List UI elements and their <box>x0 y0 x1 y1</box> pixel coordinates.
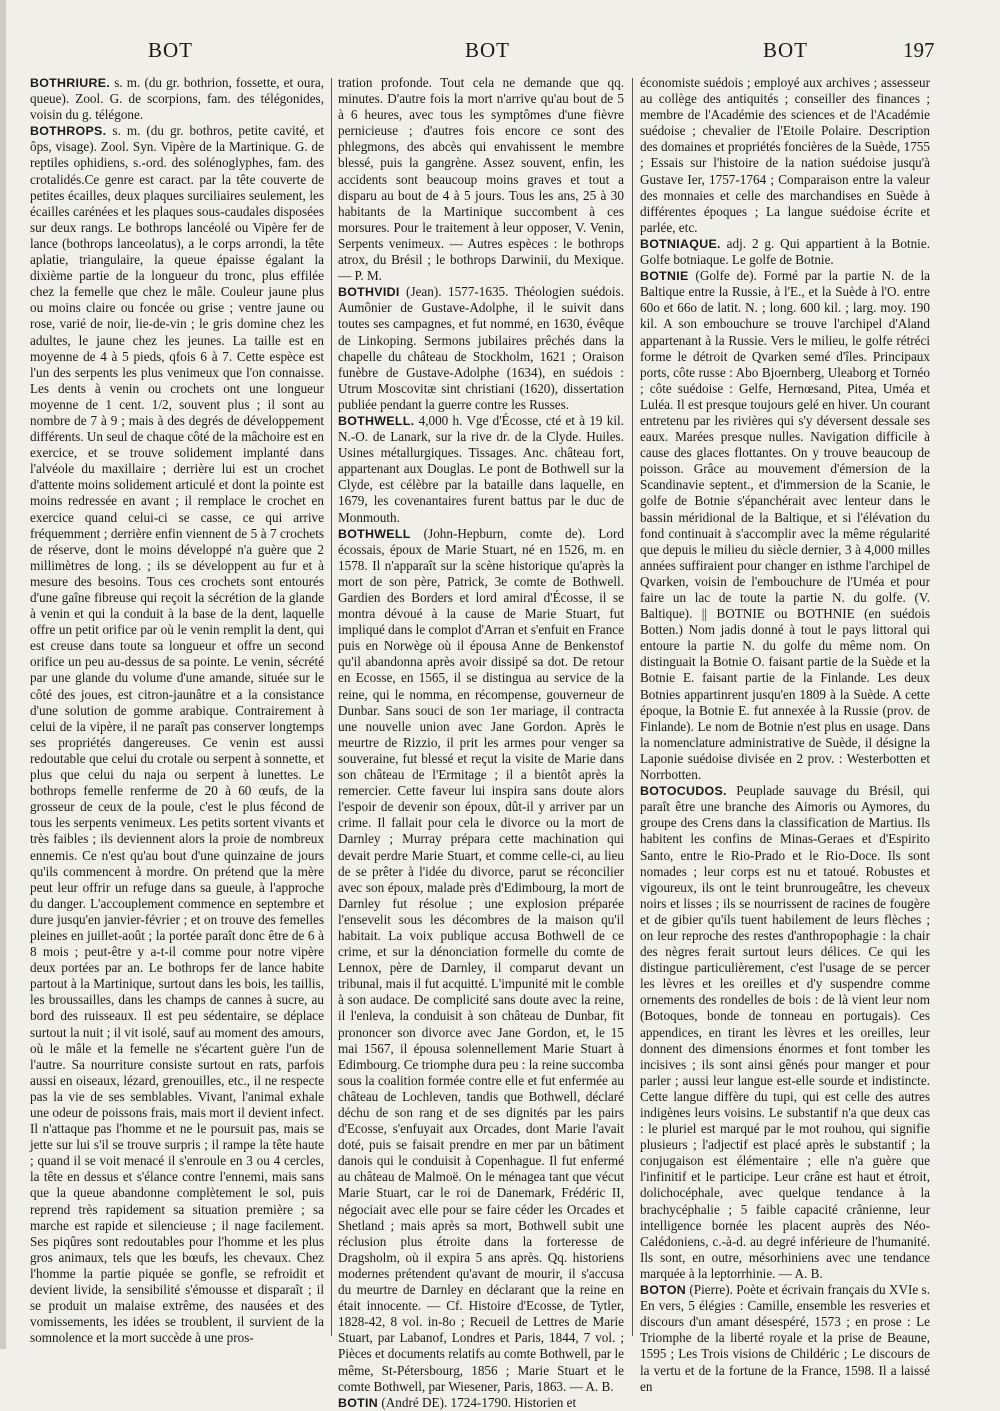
entry-headword: BOTHVIDI <box>338 285 400 300</box>
entry-text: 4,000 h. Vge d'Écosse, cté et à 19 kil. N.-O. de Lanark, sur la rive dr. de la Clyde. Huiles. Usines métallurgiques. Tissages. Anc. château fort, appartenant aux Douglas. Le pont de Bothwell sur la Clyde, est célèbre par la bataille dans laquelle, en 1679, les covenantaires furent battus par le duc de Monmouth. <box>338 412 624 525</box>
dictionary-entry <box>338 75 624 284</box>
entry-headword: BOTOCUDOS. <box>640 784 727 799</box>
entry-text: (John-Hepburn, comte de). Lord écossais, époux de Marie Stuart, né en 1526, m. en 1578. Il n'apparaît sur la scène historique qu'après la mort de son père, Patrick, 3e comte de Bothwell. Gardien des Borders et lord amiral d'Écosse, il se montra dévoué à la cause de Marie Stuart, fut impliqué dans le complot d'Arran et s'enfuit en France puis en Norwège où il épousa Anne de Benkenstof qu'il abandonna après avoir dissipé sa dot. De retour en Ecosse, en 1565, il se distingua au service de la reine, qui le nomma, en récompense, gouverneur de Dunbar. Sans souci de son 1er mariage, il contracta une nouvelle union avec Jane Gordon. Après le meurtre de Rizzio, il prit les armes pour venger sa souveraine, fut blessé et reçut la visite de Marie dans son château de l'Ermitage ; il a bientôt après la remercier. Cette faveur lui inspira sans doute alors l'espoir de devenir son époux, dût-il y arriver par un crime. Il fallait pour cela le divorce ou la mort de Darnley ; Murray prépara cette machination qui devait perdre Marie Stuart, et comme celle-ci, au lieu de se prêter à l'idée du divorce, parut se réconcilier avec son époux, malade près d'Edimbourg, la mort de Darnley fut résolue ; une explosion préparée l'ensevelit sous les décombres de la maison qu'il habitait. La voix publique accusa Bothwell de ce crime, et sur la dénonciation formelle du comte de Lennox, père de Darnley, il comparut devant un tribunal, mais il fut acquitté. L'impunité mit le comble à son audace. De complicité sans doute avec la reine, il l'enleva, la conduisit à son château de Dunbar, fit prononcer son divorce avec Jane Gordon, et, le 15 mai 1567, il épousa solennellement Marie Stuart à Edimbourg. Ce triomphe dura peu : la reine succomba sous la coalition formée contre elle et fut enfermée au château de Lochleven, tandis que Bothwell, déclaré déchu de son rang et de ses dignités par les pairs d'Ecosse, s'enfuyait aux Orcades, dont Marie l'avait doté, puis se faisait prendre en mer par un bâtiment danois qui le conduisit à Copenhague. Il fut enfermé au château de Malmoë. On le ménagea tant que vécut Marie Stuart, car le roi de Danemark, Frédéric II, négociait avec elle pour se faire céder les Orcades et Shetland ; mais après sa mort, Bothwell subit une réclusion plus étroite dans la forteresse de Dragsholm, où il expira 5 ans après. Qq. historiens modernes prétendent qu'avant de mourir, il s'accusa du meurtre de Darnley en déclarant que la reine en était innocente. — Cf. Histoire d'Ecosse, de Tytler, 1828-42, 8 vol. in-8o ; Recueil de Lettres de Marie Stuart, par Labanof, Londres et Paris, 1844, 7 vol. ; Pièces et documents relatifs au comte Bothwell, par le même, St-Pétersbourg, 1856 ; Marie Stuart et le comte Bothwell, par Wiesener, Paris, 1863. — A. B. <box>338 525 625 1394</box>
dictionary-entry <box>30 123 324 1346</box>
running-header <box>0 38 1000 68</box>
dictionary-entry <box>338 526 624 1395</box>
entry-text: adj. 2 g. Qui appartient à la Botnie. Golfe botniaque. Le golfe de Botnie. <box>640 235 930 268</box>
scan-edge <box>0 0 6 1349</box>
dictionary-entry <box>338 413 624 526</box>
dictionary-entry <box>640 268 930 783</box>
entry-text: tration profonde. Tout cela ne demande que qq. minutes. D'autre fois la mort n'arrive qu'au bout de 5 à 6 heures, avec tous les symptômes d'une fièvre pernicieuse ; d'autres fois encore ce sont des phlegmons, des abcès qui envahissent le membre blessé, puis la gangrène. Assez souvent, enfin, les accidents sont beaucoup moins graves et tout a disparu au bout de 4 à 5 jours. Tous les ans, 25 à 30 habitants de la Martinique succombent à ces morsures. Pour le traitement à leur opposer, V. Venin, Serpents venimeux. — Autres espèces : le bothrops atrox, du Brésil ; le bothrops Darwinii, du Mexique. — P. M. <box>338 75 624 284</box>
entry-headword: BOTIN <box>338 1395 379 1410</box>
text-column-1 <box>30 75 324 1347</box>
entry-text: économiste suédois ; employé aux archives ; assesseur au collège des antiquités ; conseiller des finances ; membre de l'Académie des sciences et de l'Académie suédoise ; chevalier de l'Etoile Polaire. Description des domaines et propriétés foncières de la Suède, 1755 ; Essais sur l'histoire de la nation suédoise jusqu'à Gustave Ier, 1757-1764 ; Comparaison entre la valeur des monnaies et celle des marchandises en Suède à différentes époques ; La langue suédoise écrite et parlée, etc. <box>640 75 930 235</box>
page-number: 197 <box>903 38 935 62</box>
dictionary-entry <box>30 75 324 123</box>
header-right: BOT <box>763 38 808 62</box>
entry-headword: BOTHWELL <box>338 526 411 541</box>
entry-text: (Golfe de). Formé par la partie N. de la Baltique entre la Russie, à l'E., et la Suède à l'O. entre 60o et 66o de latit. N. ; long. 600 kil. ; larg. moy. 190 kil. A son embouchure se trouve l'archipel d'Aland appartenant à la Russie. Vers le milieu, le golfe rétréci forme le détroit de Qvarken semé d'îles. Principaux ports, côte russe : Abo Bjoernberg, Uleaborg et Tornéo ; côte suédoise : Gelfe, Hernœsand, Pitea, Uméa et Luléa. Il est presque toujours gelé en hiver. Un courant entretenu par les rivières qui s'y déversent dessale ses eaux. Marées presque nulles. Navigation difficile à cause des glaces flottantes. On y trouve beaucoup de poisson. Grâce au mouvement d'émersion de la Scandinavie septent., et d'immersion de la Scanie, le golfe de Botnie s'épanchérait avec lenteur dans le bassin méridional de la Baltique, et si l'élévation du fond continuait à s'accomplir avec la même régularité que depuis le milieu du siècle dernier, 3 à 4,000 milles années suffiraient pour changer en isthme l'archipel de Qvarken, voisin de l'embouchure de l'Uméa et pour faire un lac de toute la partie N. du golfe. (V. Baltique). || BOTNIE ou BOTHNIE (en suédois Botten.) Nom jadis donné à tout le pays littoral qui entoure la partie N. du golfe du même nom. On distinguait la Botnie O. faisant partie de la Suède et la Botnie E. faisant partie de la Finlande. Les deux Botnies appartinrent jusqu'en 1809 à la Suède. A cette époque, la Botnie E. fut annexée à la Russie (prov. de Finlande). Le nom de Botnie n'est plus en usage. Dans la nomenclature administrative de Suède, il désigne la Laponie suédoise divisée en 2 prov. : Westerbotten et Norrbotten. <box>640 268 930 783</box>
dictionary-entry <box>640 783 930 1282</box>
entry-headword: BOTHRIURE. <box>30 76 111 90</box>
entry-headword: BOTHROPS. <box>30 124 107 139</box>
entry-text: s. m. (du gr. bothrion, fossette, et oura, queue). Zool. G. de scorpions, fam. des télégonides, voisin du g. télégone. <box>30 75 324 123</box>
text-column-3 <box>640 75 930 1394</box>
dictionary-entry <box>640 236 930 268</box>
dictionary-entry <box>640 75 930 236</box>
column-divider <box>632 78 633 1336</box>
header-left: BOT <box>148 38 193 62</box>
entry-text: Peuplade sauvage du Brésil, qui paraît être une branche des Aimoris ou Aymores, du groupe des Crens dans la classification de Martius. Ils habitent les confins de Minas-Geraes et d'Espirito Santo, entre le Rio-Prado et le Rio-Doce. Ils sont nomades ; leur corps est nu et tatoué. Robustes et vigoureux, ils ont le teint brunrougeâtre, les cheveux noirs et lisses ; ils se nourrissent de racines de fougère et de gibier qu'ils tuent habilement de leurs flèches ; on leur reproche des restes d'anthropophagie : la chair des nègres ferait surtout leurs délices. Ce qui les distingue particulièrement, c'est l'usage de se percer les lèvres et les oreilles et d'y suspendre comme ornements des rondelles de bois : de là vient leur nom (Botoques, bonde de tonneau en portugais). Ces appendices, en tirant les lèvres et les oreilles, leur donnent des dimensions énormes et font tomber les incisives ; ils sont ainsi gênés pour manger et pour parler ; aussi leur langue est-elle sourde et indistincte. Cette langue diffère du tupi, qui est celle des autres indigènes leurs voisins. Le substantif n'a que deux cas : le pluriel est marqué par le mot rouhou, qui signifie plusieurs ; l'adjectif est placé après le substantif ; la conjugaison est élémentaire ; elle n'a guère que l'infinitif et le participe. Leur crâne est haut et étroit, dolichocéphale, avec quelque tendance à la brachycéphalie ; 5 faible capacité crânienne, leur intelligence bornée les placent auprès des Néo-Calédoniens, c.-à-d. au degré inférieure de l'humanité. Ils sont, en outre, mésorhiniens avec une tendance marquée à la leptorrhinie. — A. B. <box>640 783 930 1281</box>
entry-headword: BOTNIAQUE. <box>640 236 721 251</box>
entry-text: (André DE). 1724-1790. Historien et <box>378 1394 577 1410</box>
entry-headword: BOTNIE <box>640 269 689 284</box>
text-column-2 <box>338 75 625 1410</box>
dictionary-entry <box>640 1282 930 1395</box>
dictionary-entry <box>338 1395 624 1411</box>
column-divider <box>331 78 332 1336</box>
entry-text: s. m. (du gr. bothros, petite cavité, et ôps, visage). Zool. Syn. Vipère de la Martinique. G. de reptiles ophidiens, s.-ord. des solénoglyphes, fam. des crotalidés.Ce genre est caract. par la tête couverte de petites écailles, deux plaques surciliaires seulement, les écailles carénées et les plaques sous-caudales disposées sur deux rangs. Le bothrops lancéolé ou Vipère fer de lance (bothrops lanceolatus), a le corps arrondi, la tête aplatie, triangulaire, la queue épaisse égalant la dixième partie de la longueur du tronc, plus effilée chez la femelle que chez le mâle. Couleur jaune plus ou moins claire ou foncée ou grise ; ventre jaune ou rose, varié de noir, lie-de-vin ; le gris domine chez les adultes, le jaune chez les jeunes. La taille est en moyenne de 4 à 5 pieds, qfois 6 à 7. Cette espèce est l'un des serpents les plus venimeux que l'on connaisse. Les dents à venin ou crochets ont une longueur moyenne de 1 cent. 1/2, souvent plus ; il sont au nombre de 7 à 9 ; mais à des degrés de développement différents. Un seul de chaque côté de la mâchoire est en exercice, et se trouve solidement implanté dans l'alvéole du maxillaire ; derrière lui est un crochet d'attente moins solidement articulé et dont la pointe est moins redressée en avant ; il remplace le crochet en exercice quand celui-ci se casse, ce qui arrive fréquemment ; derrière enfin viennent de 5 à 7 crochets de réserve, dont le moins développé n'a guère que 2 millimètres de long. ; ils se développent au fur et à mesure des besoins. Tous ces crochets sont entourés d'une gaîne fibreuse qui reçoit la sécrétion de la glande à venin et qui la conduit à la base de la dent, laquelle offre un petit orifice par où le venin remplit la dent, qui est creuse dans toute sa longueur et offre un second orifice un peu au-dessus de sa pointe. Le venin, sécrété par une glande du volume d'une amande, située sur le côté des joues, est citron-jaunâtre et a la consistance d'une solution de gomme arabique. Contrairement à celui de la vipère, il ne paraît pas conserver longtemps ses propriétés dangereuses. Ce venin est aussi redoutable que celui du crotale ou serpent à sonnette, et plus que celui du naja ou serpent à lunettes. Le bothrops femelle renferme de 20 à 60 œufs, de la grosseur de ceux de la poule, c'est le plus fécond de tous les serpents venimeux. Les petits sortent vivants et très faibles ; ils deviennent alors la proie de nombreux ennemis. Ce n'est qu'au bout d'une quinzaine de jours qu'ils commencent à mordre. On prétend que la mère peut leur offrir un refuge dans sa gueule, à l'approche du danger. L'accouplement commence en septembre et dure jusqu'en janvier-février ; et on trouve des femelles pleines en juillet-août ; la portée paraît donc être de 6 à 8 mois ; peut-être y a-t-il comme pour notre vipère deux portées par an. Le bothrops fer de lance habite partout à la Martinique, surtout dans les bois, les taillis, les broussailles, dans les champs de cannes à sucre, au bord des ruisseaux. Il est peu sédentaire, se déplace surtout la nuit ; il vit isolé, sauf au moment des amours, où le mâle et la femelle ne s'écartent guère l'un de l'autre. Sa nourriture consiste surtout en rats, parfois aussi en oiseaux, lézard, grenouilles, etc., il ne respecte pas la vie de ses semblables. Vivant, l'animal exhale une odeur de poissons frais, mais mort il devient infect. Il n'attaque pas l'homme et ne le poursuit pas, mais se jette sur lui s'il se trouve surpris ; il rampe la tête haute ; quand il se voit menacé il s'enroule en 3 ou 4 cercles, la tête en dessus et s'élance contre l'ennemi, mais sans que la queue abandonne complètement le sol, puis reprend très rapidement sa situation première ; sa marche est rapide et silencieuse ; il nage facilement. Ses piqûres sont redoutables pour l'homme et les plus gros animaux, tels que les bœufs, les chevaux. Chez l'homme la partie piquée se gonfle, se refroidit et devient livide, la sensibilité s'émousse et disparaît ; il se produit un malaise extrême, des nausées et des vomissements, les idées se troublent, il survient de la somnolence et la mort succède à une pros- <box>30 123 324 1346</box>
entry-headword: BOTON <box>640 1283 687 1298</box>
entry-headword: BOTHWELL. <box>338 413 415 428</box>
header-center: BOT <box>465 38 510 62</box>
entry-text: (Pierre). Poète et écrivain français du XVIe s. En vers, 5 élégies : Camille, ensemble les resveries et discours d'un amant désespéré, 1573 ; en prose : Le Triomphe de la liberté royale et la prise de Beaune, 1595 ; Les Trois visions de Childéric ; Le discours de la vertu et de la fortune de la France, 1598. Il a laissé en <box>640 1282 930 1394</box>
dictionary-entry <box>338 284 624 413</box>
entry-text: (Jean). 1577-1635. Théologien suédois. Aumônier de Gustave-Adolphe, il le suivit dans toutes ses campagnes, et fut nommé, en 1630, évêque de Linkoping. Sermons jubilaires prêchés dans la chapelle du château de Stockholm, 1621 ; Oraison funèbre de Gustave-Adolphe (1634), en suédois : Utrum Moscovitæ sint christiani (1620), dissertation publiée pendant la guerre contre les Russes. <box>338 284 624 412</box>
